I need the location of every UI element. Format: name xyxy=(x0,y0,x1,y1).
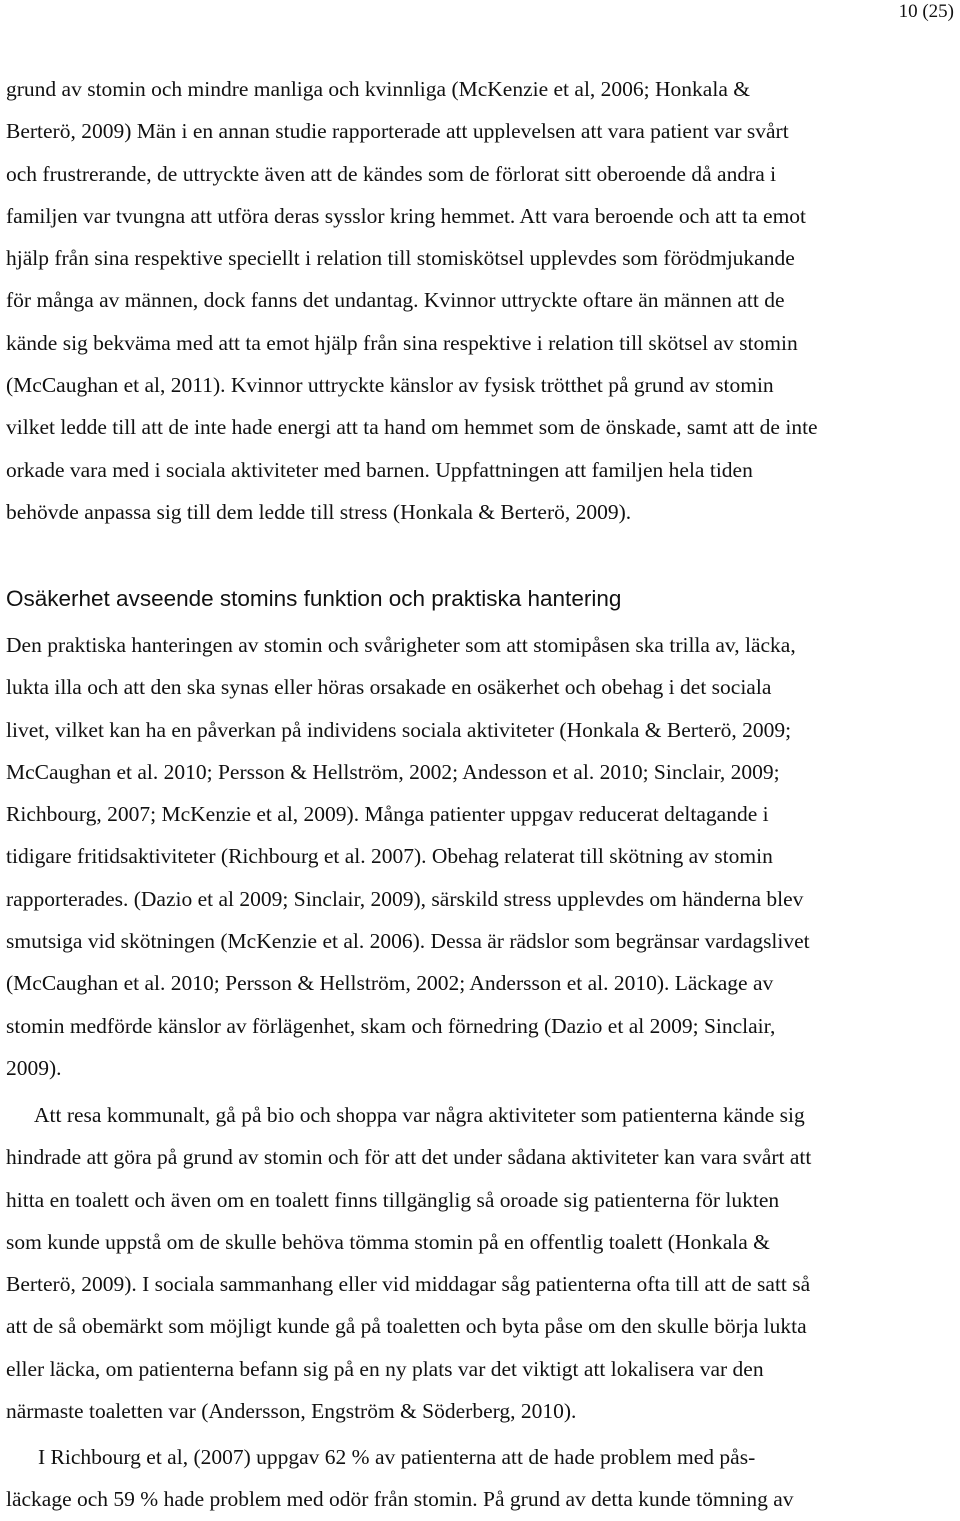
text-line: smutsiga vid skötningen (McKenzie et al. 2006). Dessa är rädslor som begränsar vardagslivet xyxy=(6,929,810,954)
text-line: stomin medförde känslor av förlägenhet, skam och förnedring (Dazio et al 2009; Sinclair, xyxy=(6,1013,776,1038)
text-line: orkade vara med i sociala aktiviteter med barnen. Uppfattningen att familjen hela tiden xyxy=(6,457,753,482)
text-line: kände sig bekväma med att ta emot hjälp från sina respektive i relation till skötsel av stomin xyxy=(6,330,798,355)
text-line: Berterö, 2009) Män i en annan studie rapporterade att upplevelsen att vara patient var svårt xyxy=(6,119,789,144)
paragraph-1 xyxy=(6,68,950,533)
text-line: närmaste toaletten var (Andersson, Engström & Söderberg, 2010). xyxy=(6,1399,577,1424)
text-line: vilket ledde till att de inte hade energi att ta hand om hemmet som de önskade, samt att de inte xyxy=(6,415,818,440)
text-line: I Richbourg et al, (2007) uppgav 62 % av patienterna att de hade problem med pås- xyxy=(38,1445,756,1469)
text-line: McCaughan et al. 2010; Persson & Hellström, 2002; Andesson et al. 2010; Sinclair, 2009; xyxy=(6,759,780,784)
text-line: hjälp från sina respektive speciellt i relation till stomiskötsel upplevdes som förödmjukande xyxy=(6,246,795,271)
text-line: tidigare fritidsaktiviteter (Richbourg et al. 2007). Obehag relaterat till skötning av stomin xyxy=(6,844,773,869)
page-number: 10 (25) xyxy=(898,1,954,22)
text-line: och frustrerande, de uttryckte även att de kändes som de förlorat sitt oberoende då andra i xyxy=(6,161,777,186)
text-line: att de så obemärkt som möjligt kunde gå på toaletten och byta påse om den skulle börja lukta xyxy=(6,1314,807,1339)
text-line: eller läcka, om patienterna befann sig på en ny plats var det viktigt att lokalisera var den xyxy=(6,1356,764,1381)
text-line: Den praktiska hanteringen av stomin och svårigheter som att stomipåsen ska trilla av, läcka, xyxy=(6,633,796,657)
paragraph-3 xyxy=(6,1094,950,1432)
text-line: Att resa kommunalt, gå på bio och shoppa var några aktiviteter som patienterna kände sig xyxy=(34,1103,805,1127)
text-line: Richbourg, 2007; McKenzie et al, 2009). Många patienter uppgav reducerat deltagande i xyxy=(6,802,769,827)
paragraph-4 xyxy=(6,1436,950,1521)
text-line: behövde anpassa sig till dem ledde till stress (Honkala & Berterö, 2009). xyxy=(6,499,632,524)
paragraph-2 xyxy=(6,624,950,1089)
text-line: lukta illa och att den ska synas eller höras orsakade en osäkerhet och obehag i det sociala xyxy=(6,675,772,700)
text-line: grund av stomin och mindre manliga och kvinnliga (McKenzie et al, 2006; Honkala & xyxy=(6,77,750,101)
text-line: Berterö, 2009). I sociala sammanhang eller vid middagar såg patienterna ofta till att de satt så xyxy=(6,1272,811,1297)
text-line: familjen var tvungna att utföra deras sysslor kring hemmet. Att vara beroende och att ta emot xyxy=(6,203,807,228)
text-line: rapporterades. (Dazio et al 2009; Sinclair, 2009), särskild stress upplevdes om händerna blev xyxy=(6,886,804,911)
text-line: hitta en toalett och även om en toalett finns tillgänglig så oroade sig patienterna för lukten xyxy=(6,1187,780,1212)
text-line: läckage och 59 % hade problem med odör från stomin. På grund av detta kunde tömning av xyxy=(6,1487,794,1512)
text-line: livet, vilket kan ha en påverkan på individens sociala aktiviteter (Honkala & Berterö, 2009; xyxy=(6,717,792,742)
text-line: för många av männen, dock fanns det undantag. Kvinnor uttryckte oftare än männen att de xyxy=(6,288,785,313)
text-line: 2009). xyxy=(6,1055,62,1080)
text-line: (McCaughan et al, 2011). Kvinnor uttryckte känslor av fysisk trötthet på grund av stomin xyxy=(6,373,774,398)
text-line: hindrade att göra på grund av stomin och för att det under sådana aktiviteter kan vara svårt att xyxy=(6,1145,812,1170)
text-line: (McCaughan et al. 2010; Persson & Hellström, 2002; Andersson et al. 2010). Läckage av xyxy=(6,971,774,996)
section-heading: Osäkerhet avseende stomins funktion och praktiska hantering xyxy=(6,586,622,611)
text-line: som kunde uppstå om de skulle behöva tömma stomin på en offentlig toalett (Honkala & xyxy=(6,1229,770,1254)
